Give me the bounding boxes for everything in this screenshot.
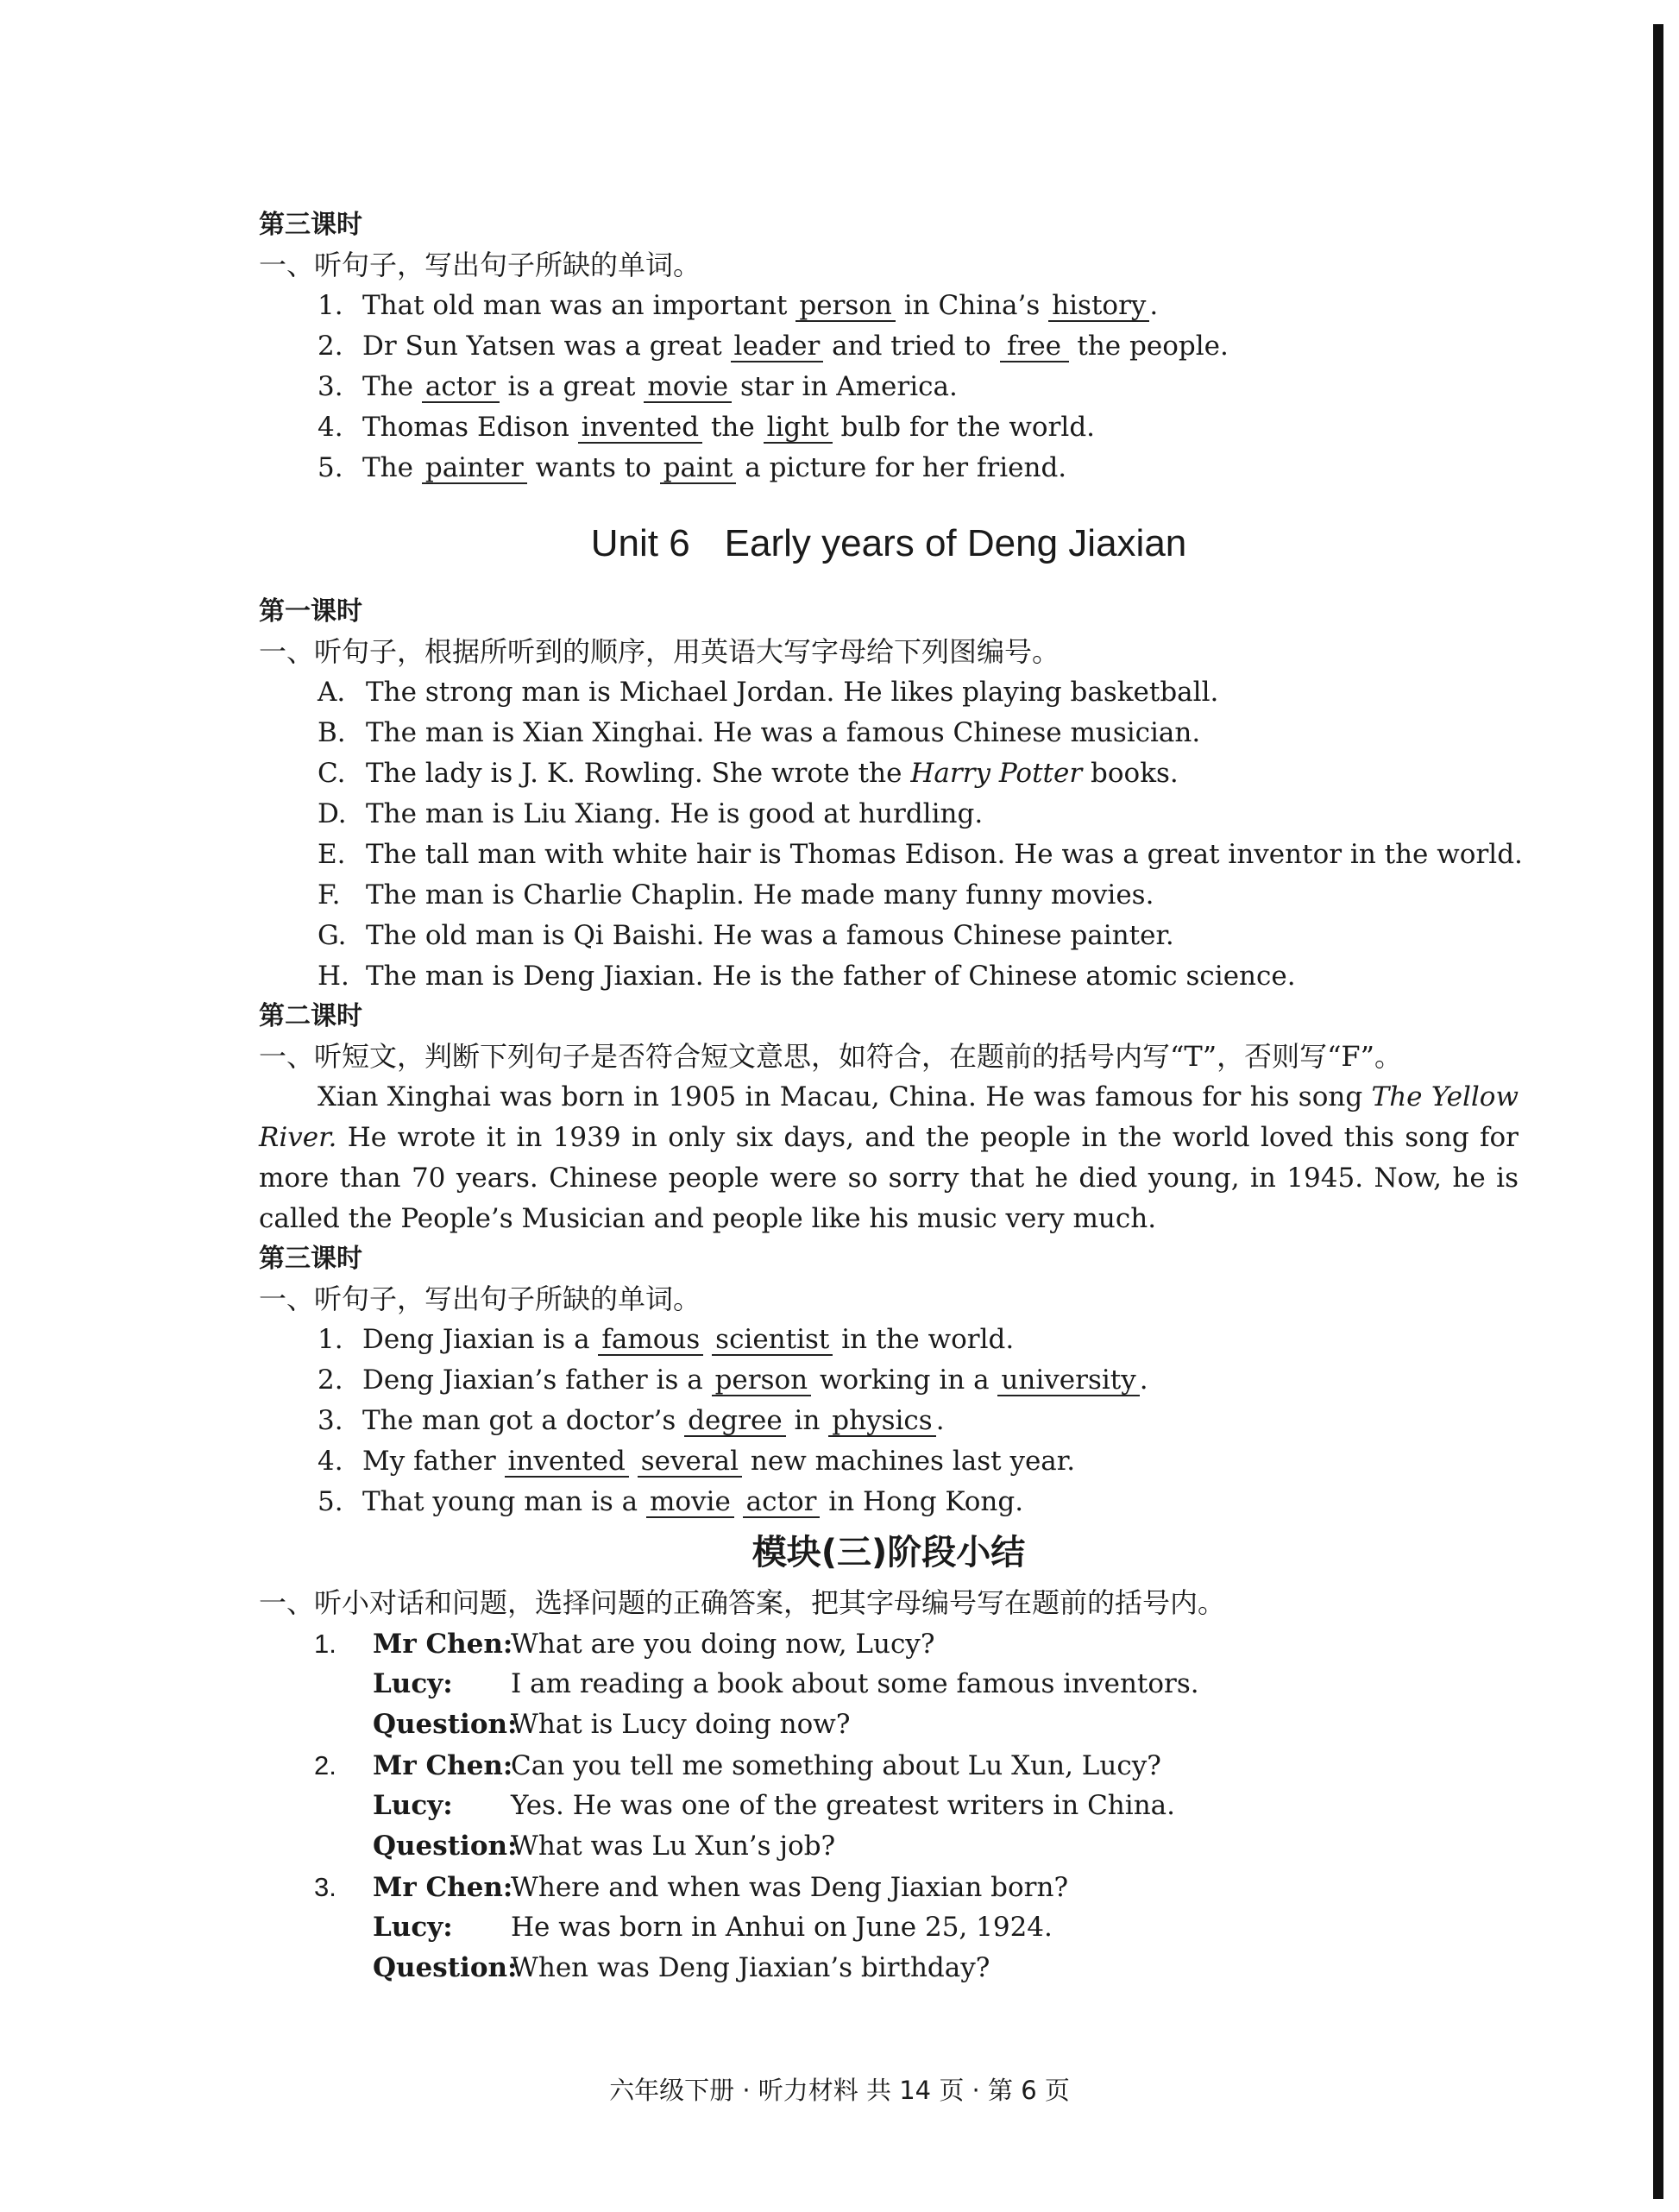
dialog-line bbox=[259, 1745, 1519, 1786]
item-number: 1. bbox=[318, 1324, 343, 1355]
passage-text: Xian Xinghai was born in 1905 in Macau, China. He was famous for his song bbox=[318, 1081, 1372, 1112]
sentence-text: in China’s bbox=[895, 290, 1049, 321]
sentence-text: The man is Liu Xiang. He is good at hurdling. bbox=[366, 798, 984, 829]
sentence-item bbox=[259, 407, 1519, 448]
sentence-text: The tall man with white hair is Thomas Edison. He was a great inventor in the world. bbox=[366, 839, 1523, 870]
sentence-item bbox=[259, 672, 1519, 713]
item-number: 3. bbox=[318, 1405, 343, 1436]
sentence-item bbox=[259, 367, 1519, 407]
item-letter: C. bbox=[318, 758, 346, 789]
sentence-text: and tried to bbox=[823, 331, 1000, 362]
listening-passage bbox=[259, 1077, 1519, 1239]
answer-word: actor bbox=[743, 1487, 821, 1518]
passage-text: He wrote it in 1939 in only six days, and the people in the world loved this song for more than 70 years. Chinese people were so sorry that he died young, in 1945. Now, he is called the People’s Musician and people like his music very much. bbox=[259, 1122, 1519, 1234]
sentence-text: in bbox=[785, 1405, 829, 1436]
content bbox=[259, 205, 1523, 1988]
dialog-text: Yes. He was one of the greatest writers in China. bbox=[511, 1790, 1175, 1821]
answer-word: scientist bbox=[712, 1325, 833, 1356]
sentence-text: wants to bbox=[526, 452, 660, 483]
sentence-item bbox=[259, 956, 1519, 997]
dialog-line bbox=[259, 1664, 1519, 1705]
sentence-text: The bbox=[362, 452, 422, 483]
item-letter: E. bbox=[318, 839, 346, 870]
dialog-text: What was Lu Xun’s job? bbox=[511, 1831, 836, 1862]
sentence-item bbox=[259, 753, 1519, 794]
answer-word: degree bbox=[684, 1406, 786, 1437]
sentence-text: Deng Jiaxian’s father is a bbox=[362, 1364, 712, 1396]
sentence-item bbox=[259, 448, 1519, 488]
dialog-text: What is Lucy doing now? bbox=[511, 1709, 851, 1740]
speaker-label: Question: bbox=[373, 1952, 518, 1983]
dialog-line bbox=[259, 1705, 1519, 1745]
sentence-text: . bbox=[1139, 1364, 1148, 1396]
sentence-text: That old man was an important bbox=[362, 290, 796, 321]
sentence-item bbox=[259, 326, 1519, 367]
sentence-text: new machines last year. bbox=[742, 1446, 1076, 1477]
answer-word: famous bbox=[598, 1325, 703, 1356]
sentence-text: Deng Jiaxian is a bbox=[362, 1324, 599, 1355]
sentence-text: star in America. bbox=[732, 371, 958, 402]
item-number: 1. bbox=[314, 1629, 336, 1659]
dialog-line bbox=[259, 1623, 1519, 1664]
sentence-text: The man got a doctor’s bbox=[362, 1405, 685, 1436]
sentence-text: The lady is J. K. Rowling. She wrote the bbox=[366, 758, 911, 789]
sentence-item bbox=[259, 286, 1519, 326]
item-number: 1. bbox=[318, 290, 343, 321]
item-number: 3. bbox=[314, 1872, 336, 1902]
answer-word: free bbox=[1000, 331, 1069, 362]
unit-number: Unit 6 bbox=[590, 522, 690, 564]
section-label: 第二课时 bbox=[259, 1001, 362, 1031]
section-label: 第三课时 bbox=[259, 210, 362, 240]
answer-word: leader bbox=[731, 331, 824, 362]
fill-blank-list bbox=[259, 1320, 1519, 1522]
answer-word: movie bbox=[646, 1487, 734, 1518]
sentence-item bbox=[259, 794, 1519, 835]
dialog-line bbox=[259, 1867, 1519, 1907]
answer-word: invented bbox=[578, 413, 702, 444]
sentence-text bbox=[629, 1446, 638, 1477]
sentence-text: My father bbox=[362, 1446, 505, 1477]
sentence-text: Thomas Edison bbox=[362, 412, 578, 443]
module-title: 模块(三)阶段小结 bbox=[751, 1533, 1026, 1572]
fill-blank-list bbox=[259, 286, 1519, 488]
dialog-line bbox=[259, 1907, 1519, 1948]
sentence-item bbox=[259, 1360, 1519, 1401]
page-footer: 六年级下册 · 听力材料 共 14 页 · 第 6 页 bbox=[609, 2076, 1070, 2105]
dialog-line bbox=[259, 1786, 1519, 1826]
section-label: 第一课时 bbox=[259, 596, 362, 627]
dialog-text: What are you doing now, Lucy? bbox=[511, 1629, 935, 1660]
answer-word: history bbox=[1048, 291, 1149, 322]
sentence-text: working in a bbox=[811, 1364, 998, 1396]
sentence-item bbox=[259, 875, 1519, 916]
speaker-label: Lucy: bbox=[373, 1668, 453, 1699]
instruction: 一、听句子，根据所听到的顺序，用英语大写字母给下列图编号。 bbox=[259, 635, 1060, 668]
answer-word: painter bbox=[422, 453, 527, 484]
dialog-text: I am reading a book about some famous inventors. bbox=[511, 1668, 1199, 1699]
answer-word: light bbox=[764, 413, 833, 444]
speaker-label: Mr Chen: bbox=[373, 1629, 513, 1660]
sentence-text: books. bbox=[1082, 758, 1179, 789]
picture-order-list bbox=[259, 672, 1523, 997]
song-title: The Yellow River. bbox=[259, 1081, 1519, 1153]
sentence-text: in Hong Kong. bbox=[820, 1486, 1024, 1517]
item-letter: H. bbox=[318, 961, 349, 992]
answer-word: movie bbox=[644, 372, 732, 403]
scan-edge-bar bbox=[1653, 24, 1663, 2199]
item-letter: B. bbox=[318, 717, 346, 748]
sentence-text: the bbox=[702, 412, 764, 443]
answer-word: actor bbox=[422, 372, 500, 403]
item-number: 3. bbox=[318, 371, 343, 402]
sentence-text: . bbox=[1149, 290, 1159, 321]
sentence-item bbox=[259, 835, 1523, 875]
sentence-text: The man is Deng Jiaxian. He is the father of Chinese atomic science. bbox=[366, 961, 1296, 992]
sentence-text: Dr Sun Yatsen was a great bbox=[362, 331, 731, 362]
item-number: 2. bbox=[318, 331, 343, 362]
dialog-line bbox=[259, 1826, 1519, 1867]
item-number: 4. bbox=[318, 1446, 343, 1477]
item-number: 5. bbox=[318, 452, 343, 483]
answer-word: physics bbox=[828, 1406, 935, 1437]
item-letter: F. bbox=[318, 879, 341, 911]
sentence-item bbox=[259, 1482, 1519, 1522]
sentence-item bbox=[259, 1441, 1519, 1482]
answer-word: person bbox=[712, 1365, 812, 1396]
item-letter: D. bbox=[318, 798, 347, 829]
sentence-item bbox=[259, 713, 1519, 753]
item-letter: A. bbox=[318, 677, 346, 708]
speaker-label: Mr Chen: bbox=[373, 1872, 513, 1903]
sentence-text: . bbox=[935, 1405, 945, 1436]
speaker-label: Question: bbox=[373, 1709, 518, 1740]
sentence-item bbox=[259, 1401, 1519, 1441]
speaker-label: Lucy: bbox=[373, 1912, 453, 1943]
sentence-text: a picture for her friend. bbox=[736, 452, 1067, 483]
dialog-list bbox=[259, 1623, 1519, 1988]
sentence-text: is a great bbox=[499, 371, 645, 402]
sentence-text: bulb for the world. bbox=[832, 412, 1096, 443]
sentence-item bbox=[259, 1320, 1519, 1360]
dialog-text: When was Deng Jiaxian’s birthday? bbox=[511, 1952, 990, 1983]
sentence-text: The man is Charlie Chaplin. He made many funny movies. bbox=[366, 879, 1154, 911]
instruction: 一、听句子，写出句子所缺的单词。 bbox=[259, 249, 701, 281]
sentence-text: That young man is a bbox=[362, 1486, 646, 1517]
dialog-text: Can you tell me something about Lu Xun, Lucy? bbox=[511, 1750, 1161, 1781]
instruction: 一、听句子，写出句子所缺的单词。 bbox=[259, 1282, 701, 1315]
item-number: 4. bbox=[318, 412, 343, 443]
item-number: 2. bbox=[318, 1364, 343, 1396]
sentence-text bbox=[734, 1486, 743, 1517]
answer-word: university bbox=[997, 1365, 1139, 1396]
instruction: 一、听小对话和问题，选择问题的正确答案，把其字母编号写在题前的括号内。 bbox=[259, 1586, 1226, 1619]
sentence-item bbox=[259, 916, 1519, 956]
sentence-text: The strong man is Michael Jordan. He likes playing basketball. bbox=[366, 677, 1219, 708]
unit-title bbox=[259, 495, 1519, 592]
sentence-text bbox=[703, 1324, 712, 1355]
item-number: 2. bbox=[314, 1750, 336, 1780]
item-number: 5. bbox=[318, 1486, 343, 1517]
answer-word: several bbox=[638, 1446, 742, 1478]
sentence-text: The man is Xian Xinghai. He was a famous Chinese musician. bbox=[366, 717, 1201, 748]
unit-name: Early years of Deng Jiaxian bbox=[724, 522, 1187, 564]
sentence-text: The old man is Qi Baishi. He was a famous Chinese painter. bbox=[366, 920, 1174, 951]
sentence-text: The bbox=[362, 371, 422, 402]
speaker-label: Mr Chen: bbox=[373, 1750, 513, 1781]
answer-word: paint bbox=[660, 453, 737, 484]
answer-word: invented bbox=[505, 1446, 629, 1478]
dialog-text: Where and when was Deng Jiaxian born? bbox=[511, 1872, 1069, 1903]
dialog-text: He was born in Anhui on June 25, 1924. bbox=[511, 1912, 1053, 1943]
instruction: 一、听短文，判断下列句子是否符合短文意思，如符合，在题前的括号内写“T”，否则写“F”。 bbox=[259, 1040, 1402, 1073]
book-title: Harry Potter bbox=[910, 758, 1083, 789]
dialog-line bbox=[259, 1948, 1519, 1988]
section-label: 第三课时 bbox=[259, 1244, 362, 1274]
sentence-text: the people. bbox=[1068, 331, 1229, 362]
speaker-label: Question: bbox=[373, 1831, 518, 1862]
item-letter: G. bbox=[318, 920, 347, 951]
answer-word: person bbox=[795, 291, 896, 322]
speaker-label: Lucy: bbox=[373, 1790, 453, 1821]
sentence-text: in the world. bbox=[833, 1324, 1015, 1355]
